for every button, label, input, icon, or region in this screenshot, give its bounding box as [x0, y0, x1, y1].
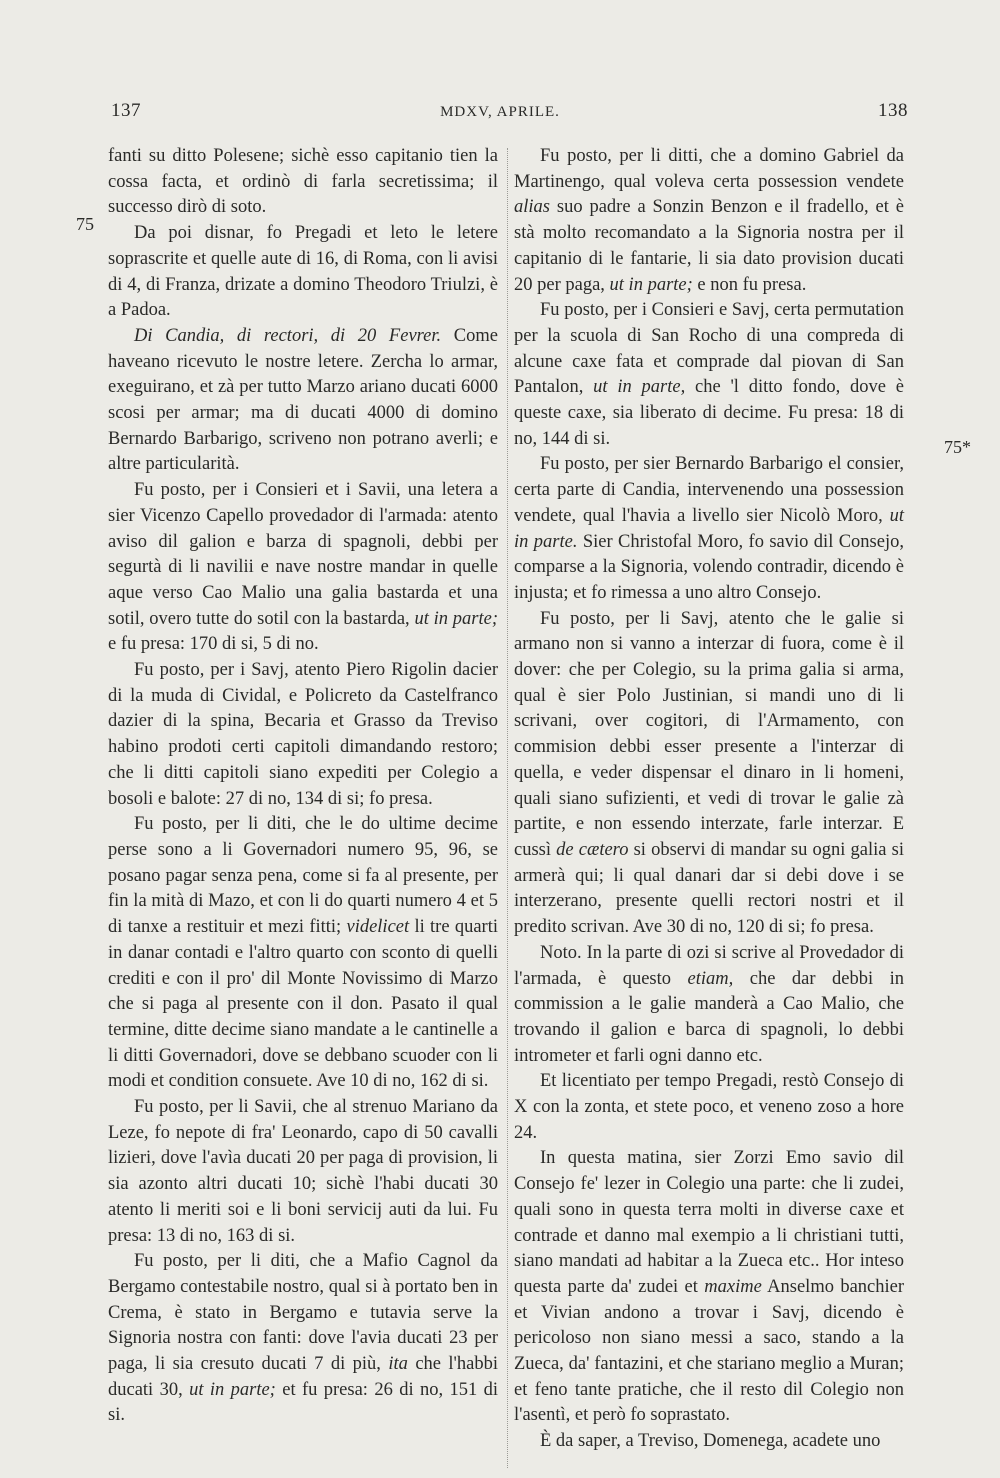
- paragraph: [514, 452, 904, 606]
- text-segment: alias: [514, 197, 550, 218]
- left-column: [108, 144, 498, 1429]
- paragraph: [108, 324, 498, 478]
- text-segment: Fu posto, per li ditti, che a domino Gabriel da Martinengo, qual voleva certa possession vendete: [514, 146, 904, 192]
- paragraph: [108, 812, 498, 1095]
- text-segment: Come haveano ricevuto le nostre letere. Zercha lo armar, exeguirano, et zà per tutto Marzo ariano ducati 6000 scosi per armar; ma di ducati 4000 di domino Bernardo Barbarigo, scriveno non potrano averli; e altre particularità.: [108, 325, 498, 475]
- text-segment: ut in parte;: [414, 608, 498, 629]
- paragraph: [514, 1069, 904, 1146]
- text-segment: et fu presa: 26 di no, 151 di si.: [108, 1379, 499, 1426]
- text-segment: Di Candia, di rectori, di 20 Fevrer.: [134, 325, 442, 346]
- paragraph: [108, 1249, 498, 1429]
- text-segment: ut in parte,: [593, 377, 686, 398]
- text-segment: etiam,: [687, 968, 734, 989]
- text-segment: ut in parte;: [609, 274, 693, 295]
- text-segment: Da poi disnar, fo Pregadi et leto le letere soprascrite et quelle aute di 16, di Roma, con li avisi di 4, di Franza, drizate a domino Theodoro Triulzi, è a Padoa.: [108, 223, 498, 321]
- text-segment: Fu posto, per i Savj, atento Piero Rigolin dacier di la muda di Cividal, e Policreto da Castelfranco dazier di la spina, Becaria et Grasso da Treviso habino prodoti certi capitoli dimandando restoro; che li ditti capitoli siano expediti per Colegio a bosoli e balote: 27 di no, 134 di si; fo presa.: [108, 660, 498, 809]
- text-segment: si observi di mandar su ogni galia si armerà qui; li qual danari dar si debi dove i se interzerano, presente quelli rectori nostri et il predito scrivan. Ave 30 di no, 120 di si; fo presa.: [514, 839, 904, 938]
- text-segment: Fu posto, per li diti, che a Mafio Cagnol da Bergamo contestabile nostro, qual si à portato ben in Crema, è stato in Bergamo e tutavia serve la Signoria nostra con fanti: dove l'avia ducati 23 per paga, li sia cresuto ducati 7 di più,: [108, 1251, 498, 1375]
- paragraph: [108, 658, 498, 812]
- text-segment: e fu presa: 170 di si, 5 di no.: [108, 634, 319, 655]
- text-segment: Fu posto, per li Savj, atento che le galie si armano non si vanno a interzar di fuora, come è il dover: che per Colegio, su la prima galia si arma, qual è sier Polo Justinian, si mandi uno di li scrivani, over cogitori, di l'Armamento, con commision debbi esser presente a l'interzar di quella, e veder dispensar el dinaro in li homeni, quali siano sufizienti, et vedi di trovar le galie zà partite, e non essendo interzate, farle interzar. E cussì: [514, 608, 904, 860]
- text-segment: ita: [388, 1354, 408, 1375]
- left-margin-note: 75: [76, 214, 94, 234]
- text-segment: ut in parte;: [189, 1379, 276, 1400]
- text-segment: videlicet: [346, 917, 410, 938]
- text-segment: che dar debbi in commission a le galie manderà a Cao Malio, che trovando il galion e barca di spagnoli, lo debbi intrometer et farli ogni danno etc.: [514, 968, 904, 1066]
- text-segment: In questa matina, sier Zorzi Emo savio dil Consejo fe' lezer in Colegio una parte: che li zudei, quali sono in questa terra molti in diverse caxe et contrade et danno mal exempio a li christiani tutti, siano mandati ad habitar a la Zueca etc.. Hor inteso questa parte da' zudei et: [514, 1148, 904, 1297]
- paragraph: [514, 1146, 904, 1429]
- paragraph: [514, 144, 904, 298]
- text-segment: Noto. In la parte di ozi si scrive al Provedador di l'armada, è questo: [514, 942, 904, 989]
- text-segment: ut in parte.: [514, 505, 904, 552]
- text-segment: Et licentiato per tempo Pregadi, restò Consejo di X con la zonta, et stete poco, et veneno zoso a hore 24.: [514, 1071, 904, 1143]
- paragraph: [108, 478, 498, 658]
- paragraph: [108, 144, 498, 221]
- text-segment: che 'l ditto fondo, dove è queste caxe, sia liberato di decime. Fu presa: 18 di no, 144 di si.: [514, 377, 904, 449]
- text-segment: de cætero: [556, 839, 629, 860]
- column-divider: [507, 148, 508, 1468]
- text-segment: che l'habbi ducati 30,: [108, 1354, 498, 1400]
- text-segment: suo padre a Sonzin Benzon e il fradello, et è stà molto recomandato a la Signoria nostra per il capitanio di le fantarie, li sia dato provision ducati 20 per paga,: [514, 197, 904, 295]
- text-segment: È da saper, a Treviso, Domenega, acadete uno: [540, 1431, 881, 1452]
- text-segment: Fu posto, per i Consieri et i Savii, una letera a sier Vicenzo Capello provedador di l'armada: atento aviso dil galion e barza di spagnoli, debbi per segurtà di li navilii e nave nostre mandar in quelle aque verso Cao Malio una galia bastarda et una sotil, overo tutte do sotil con la bastarda,: [108, 480, 498, 629]
- text-segment: fanti su ditto Polesene; sichè esso capitanio tien la cossa facta, et ordinò di farla secretissima; il successo dirò di soto.: [108, 146, 498, 218]
- text-segment: Sier Christofal Moro, fo savio dil Consejo, comparse a la Signoria, volendo contradir, dicendo è injusta; et fo rimessa a uno altro Consejo.: [514, 531, 904, 603]
- text-segment: Fu posto, per i Consieri e Savj, certa permutation per la scuola di San Rocho di una compreda di alcune caxe fata et comprade dal piovan di San Pantalon,: [514, 300, 904, 398]
- text-segment: e non fu presa.: [692, 274, 807, 295]
- text-segment: li tre quarti in danar contadi e l'altro quarto con sconto di quelli crediti e con il pro' dil Monte Novissimo di Marzo che si paga al presente con il don. Pasato il qual termine, ditte decime siano mandate a le cantinelle a li ditti Governadori, dove se debbano scuoder con li modi et condition consuete. Ave 10 di no, 162 di si.: [108, 917, 498, 1092]
- paragraph: [514, 1429, 904, 1455]
- text-segment: Fu posto, per li Savii, che al strenuo Mariano da Leze, fo nepote di fra' Leonardo, capo di 50 cavalli lizieri, dove l'avìa ducati 20 per paga di provision, li sia azonto altri ducati 10; sichè l'habi ducati 30 atento li meriti soi e li boni servicij auti da lui. Fu presa: 13 di no, 163 di si.: [108, 1097, 498, 1246]
- paragraph: [108, 1095, 498, 1249]
- paragraph: [514, 607, 904, 941]
- paragraph: [108, 221, 498, 324]
- text-segment: Fu posto, per sier Bernardo Barbarigo el consier, certa parte di Candia, intervenendo una possession vendete, qual l'havia a livello sier Nicolò Moro,: [514, 454, 904, 526]
- paragraph: [514, 941, 904, 1070]
- left-page-number: 137: [111, 100, 141, 121]
- right-margin-note: 75*: [944, 437, 971, 457]
- text-segment: Fu posto, per li diti, che le do ultime decime perse sono a li Governadori numero 95, 96, se posano pagar senza pena, come si fa al presente, per fin la mità di Mazo, et con li do quarti numero 4 et 5 di tanxe a restituir et mezi fitti;: [108, 814, 498, 938]
- text-segment: maxime: [704, 1276, 762, 1297]
- right-column: [514, 144, 904, 1455]
- text-segment: Anselmo banchier et Vivian andono a trovar i Savj, dicendo è pericoloso non siano messi a saco, stando a la Zueca, da' fantazini, et che stariano meglio a Muran; et feno tante pratiche, che il resto dil Colegio non l'asentì, et però fo soprastato.: [514, 1276, 904, 1426]
- paragraph: [514, 298, 904, 452]
- right-page-number: 138: [878, 100, 908, 121]
- running-title: MDXV, APRILE.: [440, 104, 560, 120]
